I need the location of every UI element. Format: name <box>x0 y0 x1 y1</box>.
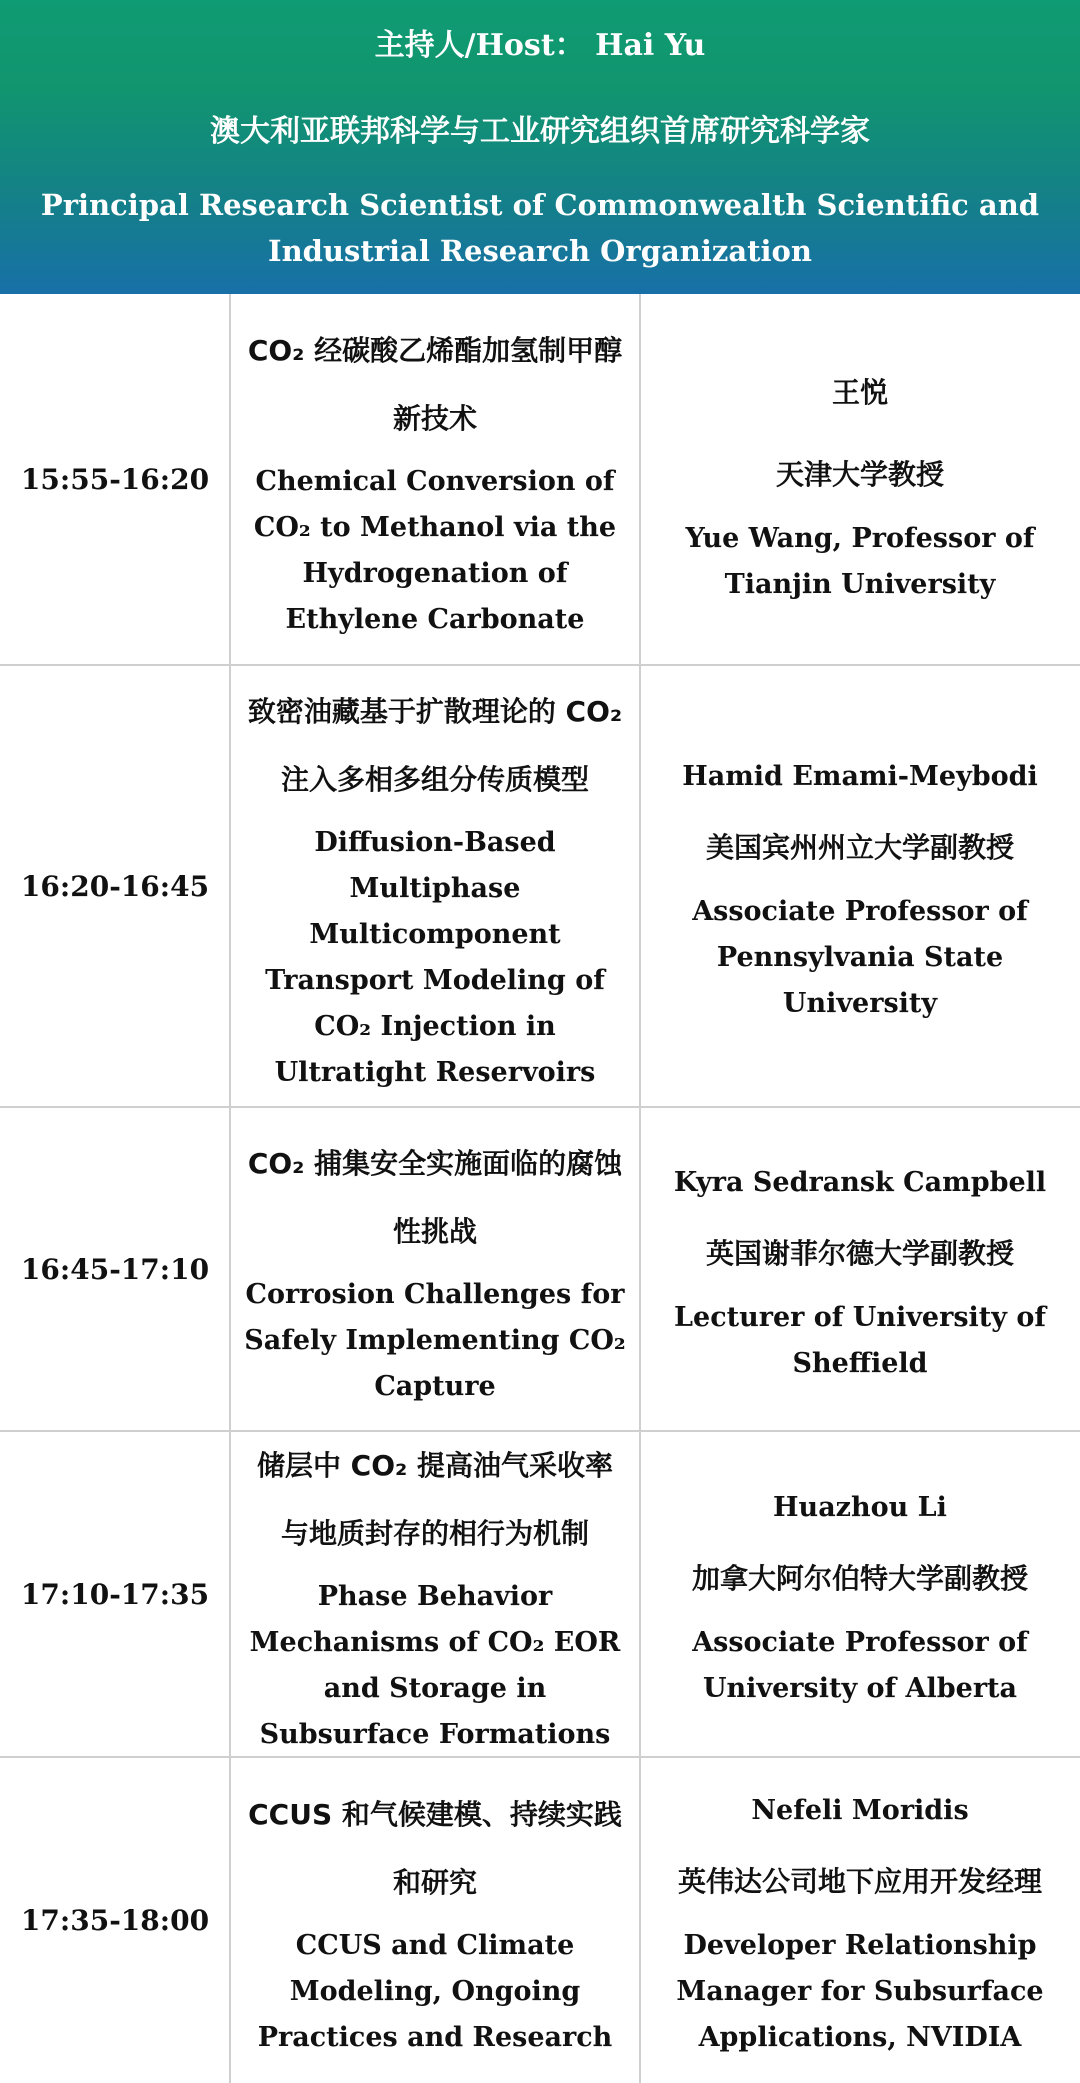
time-cell <box>0 666 230 1108</box>
host-organization-en: Principal Research Scientist of Commonwealth Scientific and Industrial Research Organization <box>40 188 1040 268</box>
column-divider <box>229 294 231 666</box>
schedule-row <box>0 666 1080 1108</box>
column-divider <box>639 666 641 1108</box>
column-divider <box>229 666 231 1108</box>
speaker-name: Hamid Emami-Meybodi <box>682 761 1038 792</box>
speaker-cell <box>640 1432 1080 1758</box>
schedule-table <box>0 294 1080 2083</box>
speaker-cell <box>640 294 1080 666</box>
speaker-affiliation-zh: 加拿大阿尔伯特大学副教授 <box>691 1562 1028 1595</box>
speaker-cell <box>640 1108 1080 1432</box>
speaker-affiliation-en: Yue Wang, Professor of Tianjin University <box>685 523 1035 600</box>
speaker-affiliation-zh: 英伟达公司地下应用开发经理 <box>677 1864 1042 1898</box>
schedule-row <box>0 1758 1080 2083</box>
topic-cell <box>230 294 640 666</box>
session-time: 17:35-18:00 <box>20 1903 210 1937</box>
speaker-affiliation-en: Lecturer of University of Sheffield <box>674 1302 1046 1379</box>
topic-title-en: Corrosion Challenges for Safely Implementing CO₂ Capture <box>244 1279 626 1402</box>
topic-cell <box>230 1758 640 2083</box>
time-cell <box>0 1432 230 1758</box>
schedule-row <box>0 1108 1080 1432</box>
host-header <box>0 0 1080 294</box>
session-time: 16:45-17:10 <box>20 1253 210 1286</box>
host-line: 主持人/Host： Hai Yu <box>374 28 706 63</box>
topic-title-zh: 储层中 CO₂ 提高油气采收率与地质封存的相行为机制 <box>256 1449 614 1550</box>
topic-title-en: Phase Behavior Mechanisms of CO₂ EOR and Storage in Subsurface Formations <box>249 1581 621 1750</box>
column-divider <box>229 1758 231 2083</box>
topic-title-zh: CCUS 和气候建模、持续实践和研究 <box>248 1797 622 1899</box>
session-time: 15:55-16:20 <box>20 463 210 496</box>
topic-cell <box>230 1108 640 1432</box>
host-organization-zh: 澳大利亚联邦科学与工业研究组织首席研究科学家 <box>210 114 870 149</box>
topic-title-zh: CO₂ 捕集安全实施面临的腐蚀性挑战 <box>247 1147 623 1248</box>
schedule-row <box>0 294 1080 666</box>
time-cell <box>0 1108 230 1432</box>
topic-title-zh: CO₂ 经碳酸乙烯酯加氢制甲醇新技术 <box>247 334 623 435</box>
schedule-row <box>0 1432 1080 1758</box>
column-divider <box>229 1432 231 1758</box>
speaker-affiliation-en: Associate Professor of Pennsylvania State University <box>692 896 1028 1019</box>
session-time: 17:10-17:35 <box>20 1578 210 1611</box>
session-time: 16:20-16:45 <box>20 870 210 903</box>
topic-title-en: Chemical Conversion of CO₂ to Methanol via the Hydrogenation of Ethylene Carbonate <box>253 466 617 635</box>
column-divider <box>639 294 641 666</box>
speaker-affiliation-en: Associate Professor of University of Alberta <box>692 1627 1028 1704</box>
column-divider <box>639 1758 641 2083</box>
speaker-affiliation-en: Developer Relationship Manager for Subsurface Applications, NVIDIA <box>676 1929 1044 2053</box>
speaker-name: Nefeli Moridis <box>751 1794 969 1826</box>
topic-title-zh: 致密油藏基于扩散理论的 CO₂ 注入多相多组分传质模型 <box>247 695 623 796</box>
speaker-affiliation-zh: 美国宾州州立大学副教授 <box>705 831 1014 864</box>
speaker-affiliation-zh: 英国谢菲尔德大学副教授 <box>705 1237 1014 1270</box>
speaker-name: 王悦 <box>831 376 888 409</box>
speaker-cell <box>640 666 1080 1108</box>
speaker-name: Kyra Sedransk Campbell <box>673 1167 1047 1198</box>
column-divider <box>639 1108 641 1432</box>
time-cell <box>0 294 230 666</box>
speaker-cell <box>640 1758 1080 2083</box>
topic-cell <box>230 666 640 1108</box>
time-cell <box>0 1758 230 2083</box>
column-divider <box>639 1432 641 1758</box>
topic-title-en: CCUS and Climate Modeling, Ongoing Practices and Research <box>257 1929 613 2053</box>
topic-cell <box>230 1432 640 1758</box>
column-divider <box>229 1108 231 1432</box>
topic-title-en: Diffusion-Based Multiphase Multicomponent Transport Modeling of CO₂ Injection in Ultratight Reservoirs <box>265 827 605 1088</box>
speaker-affiliation-zh: 天津大学教授 <box>775 458 944 491</box>
speaker-name: Huazhou Li <box>773 1492 947 1523</box>
